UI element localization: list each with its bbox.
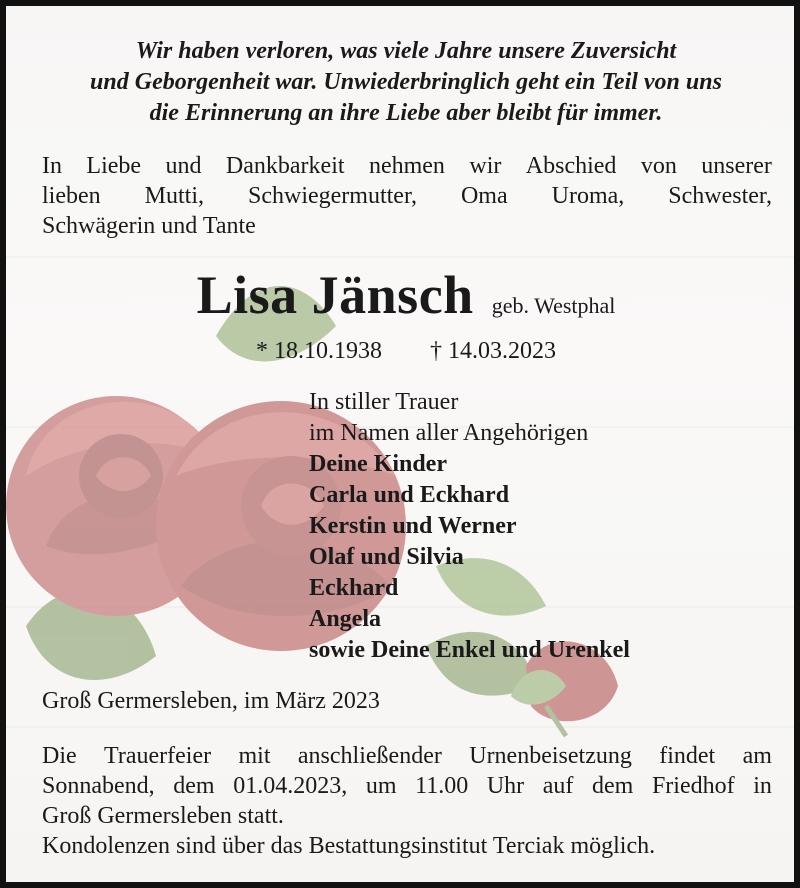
intro-line (42, 151, 772, 181)
word: Abschied (525, 153, 617, 179)
mourner-name: Kerstin und Werner (309, 513, 517, 539)
place-and-date: Groß Germersleben, im März 2023 (42, 688, 380, 714)
word: nehmen (368, 153, 445, 179)
funeral-service-info (42, 741, 772, 861)
death-date: † 14.03.2023 (430, 338, 556, 364)
service-line (42, 771, 772, 801)
word: Schwiegermutter, (247, 183, 417, 209)
mourners-intro-line: im Namen aller Angehörigen (309, 420, 589, 446)
maiden-name: geb. Westphal (491, 293, 616, 318)
word: am (742, 743, 772, 769)
word: und (165, 153, 202, 179)
word: Trauerfeier (104, 743, 212, 769)
intro-line (42, 181, 772, 211)
farewell-intro (42, 151, 772, 241)
word: Schwester, (668, 183, 772, 209)
word: von (640, 153, 677, 179)
word: Die (42, 743, 77, 769)
word: in (753, 773, 772, 799)
word: lieben (42, 183, 101, 209)
word: Uhr (486, 773, 525, 799)
motto-line: die Erinnerung an ihre Liebe aber bleibt für immer. (149, 100, 663, 126)
memorial-motto (6, 36, 800, 129)
mourner-name: Angela (309, 606, 381, 632)
word: In (42, 153, 62, 179)
service-line (42, 741, 772, 771)
word: dem (173, 773, 215, 799)
word: 01.04.2023, (233, 773, 348, 799)
word: dem (592, 773, 634, 799)
deceased-name-block (6, 264, 800, 326)
motto-line: und Geborgenheit war. Unwiederbringlich geht ein Teil von uns (90, 69, 722, 95)
deceased-name: Lisa Jänsch (196, 265, 474, 325)
mourner-name: Deine Kinder (309, 451, 447, 477)
motto-line: Wir haben verloren, was viele Jahre unsere Zuversicht (135, 38, 677, 64)
mourner-name: Olaf und Silvia (309, 544, 464, 570)
word: Dankbarkeit (225, 153, 345, 179)
word: Mutti, (144, 183, 204, 209)
mourner-name: sowie Deine Enkel und Urenkel (309, 637, 630, 663)
birth-date: * 18.10.1938 (256, 338, 382, 364)
word: mit (238, 743, 271, 769)
intro-line: Schwägerin und Tante (42, 213, 256, 239)
mourners-list (309, 387, 630, 666)
word: findet (659, 743, 716, 769)
condolence-note: Kondolenzen sind über das Bestattungsinstitut Terciak möglich. (42, 833, 656, 859)
mourner-name: Eckhard (309, 575, 399, 601)
word: Friedhof (651, 773, 735, 799)
service-line: Groß Germersleben statt. (42, 803, 284, 829)
word: Liebe (86, 153, 142, 179)
mourners-intro-line: In stiller Trauer (309, 389, 459, 415)
word: um (365, 773, 397, 799)
word: Urnenbeisetzung (469, 743, 632, 769)
life-dates (6, 338, 800, 365)
word: auf (542, 773, 574, 799)
word: anschließender (297, 743, 442, 769)
word: Sonnabend, (42, 773, 155, 799)
word: wir (469, 153, 502, 179)
word: Uroma, (551, 183, 625, 209)
word: 11.00 (415, 773, 469, 799)
mourner-name: Carla und Eckhard (309, 482, 510, 508)
word: unserer (701, 153, 772, 179)
word: Oma (460, 183, 508, 209)
